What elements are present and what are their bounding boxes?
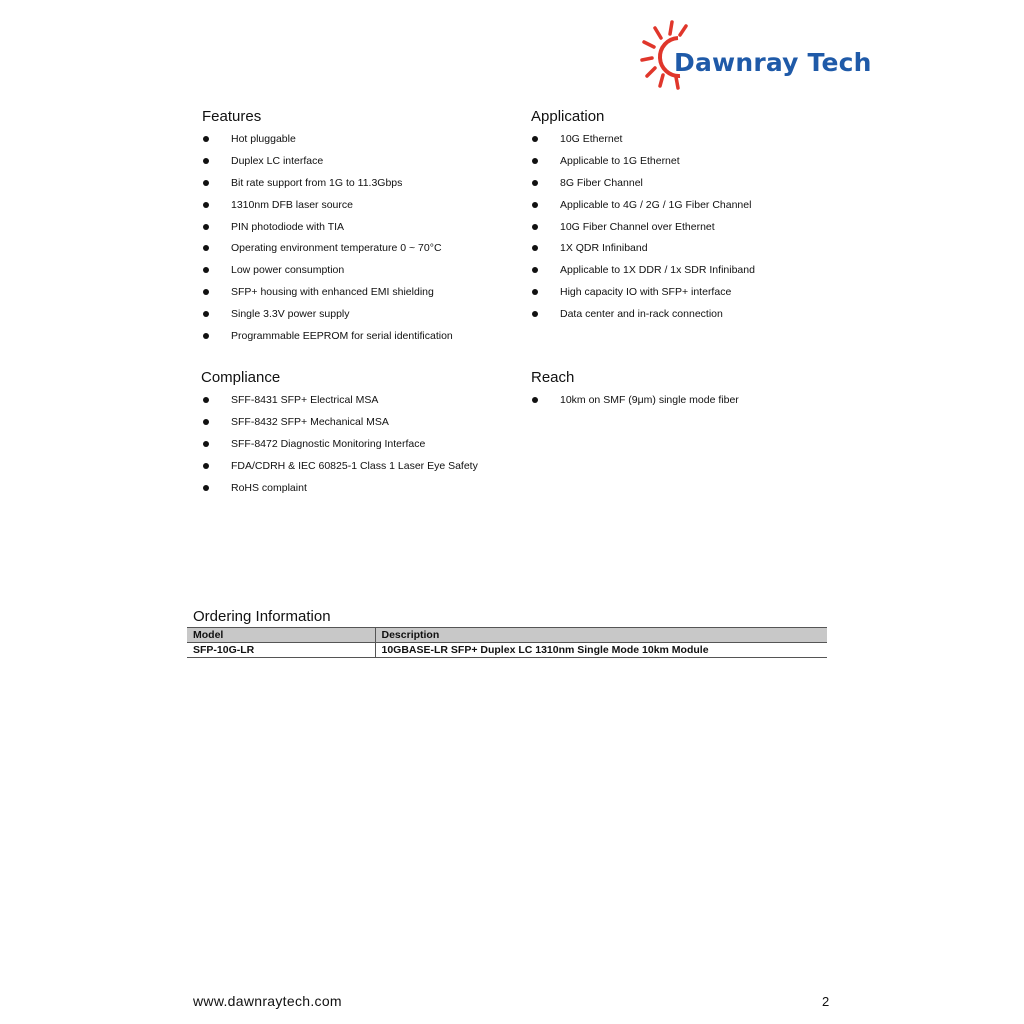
bullet-icon <box>532 397 538 403</box>
bullet-icon <box>532 267 538 273</box>
bullet-icon <box>532 289 538 295</box>
bullet-icon <box>203 245 209 251</box>
model-cell: SFP-10G-LR <box>187 643 375 658</box>
bullet-icon <box>532 224 538 230</box>
logo-text: Dawnray Tech <box>674 48 872 77</box>
bullet-icon <box>203 463 209 469</box>
bullet-icon <box>203 397 209 403</box>
company-logo <box>640 18 872 90</box>
bullet-icon <box>203 136 209 142</box>
bullet-icon <box>532 158 538 164</box>
page-number: 2 <box>822 994 830 1009</box>
ordering-title: Ordering Information <box>193 608 331 625</box>
ordering-table <box>187 627 827 658</box>
description-cell: 10GBASE-LR SFP+ Duplex LC 1310nm Single Mode 10km Module <box>375 643 827 658</box>
table-header-row <box>187 628 827 643</box>
bullet-icon <box>532 136 538 142</box>
application-title: Application <box>531 108 605 125</box>
bullet-icon <box>203 485 209 491</box>
table-row <box>187 643 827 658</box>
bullet-icon <box>203 419 209 425</box>
bullet-icon <box>203 333 209 339</box>
column-header-model: Model <box>187 628 375 643</box>
bullet-icon <box>203 267 209 273</box>
footer-website-url: www.dawnraytech.com <box>193 993 342 1009</box>
features-title: Features <box>202 108 262 125</box>
bullet-icon <box>203 311 209 317</box>
bullet-icon <box>203 202 209 208</box>
bullet-icon <box>203 180 209 186</box>
bullet-icon <box>532 202 538 208</box>
bullet-icon <box>203 158 209 164</box>
bullet-icon <box>532 180 538 186</box>
bullet-icon <box>203 224 209 230</box>
column-header-description: Description <box>375 628 827 643</box>
reach-title: Reach <box>531 369 575 386</box>
bullet-icon <box>532 245 538 251</box>
bullet-icon <box>203 289 209 295</box>
compliance-title: Compliance <box>201 369 281 386</box>
bullet-icon <box>203 441 209 447</box>
bullet-icon <box>532 311 538 317</box>
